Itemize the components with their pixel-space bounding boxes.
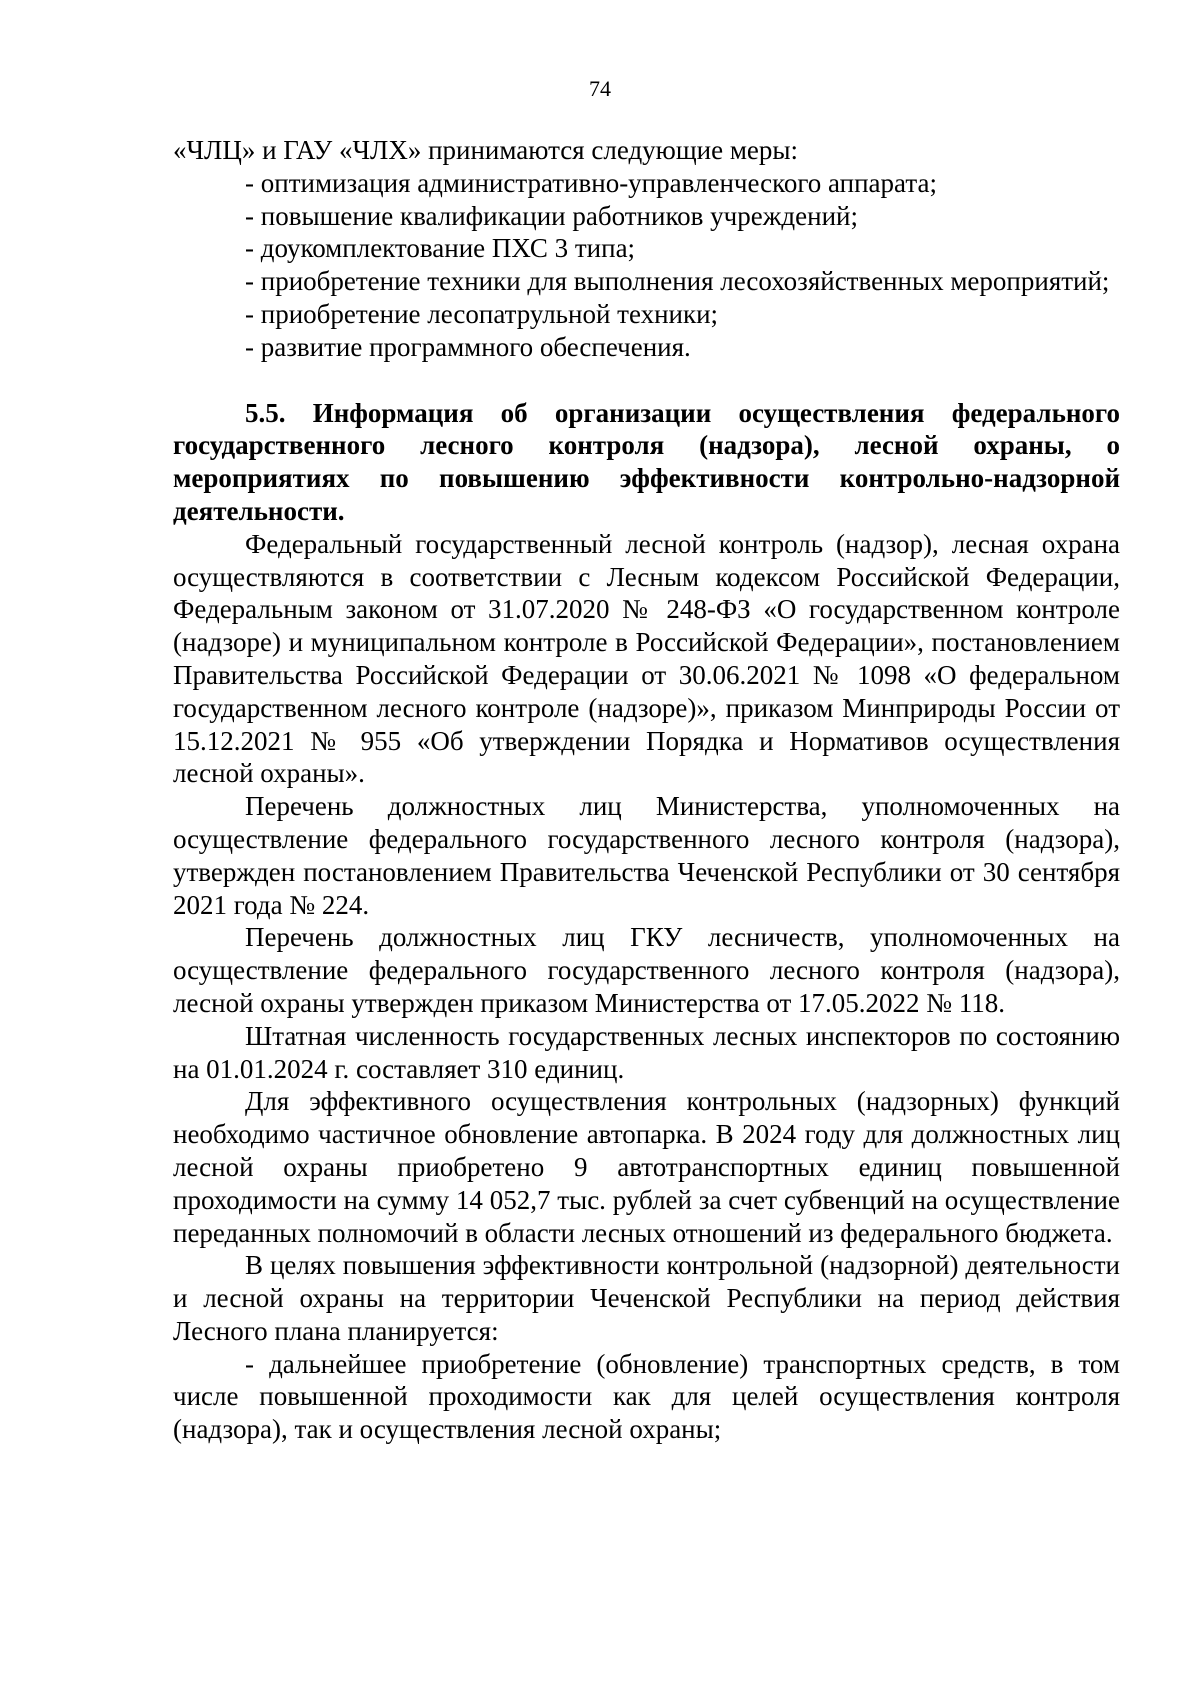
paragraph: - дальнейшее приобретение (обновление) транспортных средств, в том числе повышенной проходимости как для целей осуществления контроля (надзора), так и осуществления лесной охраны;: [173, 1348, 1120, 1445]
list-item: - приобретение лесопатрульной техники;: [245, 298, 719, 329]
list-item: - развитие программного обеспечения.: [245, 331, 691, 362]
paragraph: Штатная численность государственных лесных инспекторов по состоянию на 01.01.2024 г. составляет 310 единиц.: [173, 1020, 1120, 1084]
paragraph: Для эффективного осуществления контрольных (надзорных) функций необходимо частичное обновление автопарка. В 2024 году для должностных лиц лесной охраны приобретено 9 автотранспортных единиц повышенной проходимости на сумму 14 052,7 тыс. рублей за счет субвенций на осуществление переданных полномочий в области лесных отношений из федерального бюджета.: [173, 1086, 1120, 1248]
list-item: - доукомплектование ПХС 3 типа;: [245, 233, 636, 264]
text-line: «ЧЛЦ» и ГАУ «ЧЛХ» принимаются следующие меры:: [173, 135, 799, 165]
list-item: - оптимизация административно-управленческого аппарата;: [245, 167, 937, 198]
page-number: 74: [589, 76, 611, 101]
paragraph: Перечень должностных лиц Министерства, уполномоченных на осуществление федерального государственного лесного контроля (надзора), утвержден постановлением Правительства Чеченской Республики от 30 сентября 2021 года № 224.: [173, 791, 1120, 920]
paragraph: В целях повышения эффективности контрольной (надзорной) деятельности и лесной охраны на территории Чеченской Республики на период действия Лесного плана планируется:: [173, 1250, 1120, 1346]
section-heading: 5.5. Информация об организации осуществления федерального государственного лесного контроля (надзора), лесной охраны, о мероприятиях по повышению эффективности контрольно-надзорной деятельности.: [173, 397, 1120, 526]
list-item: - повышение квалификации работников учреждений;: [245, 200, 858, 231]
paragraph: Федеральный государственный лесной контроль (надзор), лесная охрана осуществляются в соответствии с Лесным кодексом Российской Федерации, Федеральным законом от 31.07.2020 № 248-ФЗ «О государственном контроле (надзоре) и муниципальном контроле в Российской Федерации», постановлением Правительства Российской Федерации от 30.06.2021 № 1098 «О федеральном государственном лесного контроле (надзоре)», приказом Минприроды России от 15.12.2021 № 955 «Об утверждении Порядка и Нормативов осуществления лесной охраны».: [173, 528, 1120, 789]
section-gap: [173, 364, 1120, 397]
paragraph: Перечень должностных лиц ГКУ лесничеств, уполномоченных на осуществление федерального государственного лесного контроля (надзора), лесной охраны утвержден приказом Министерства от 17.05.2022 № 118.: [173, 922, 1120, 1018]
list-item: - приобретение техники для выполнения лесохозяйственных мероприятий;: [245, 266, 1110, 297]
document-body: [173, 134, 1120, 1446]
